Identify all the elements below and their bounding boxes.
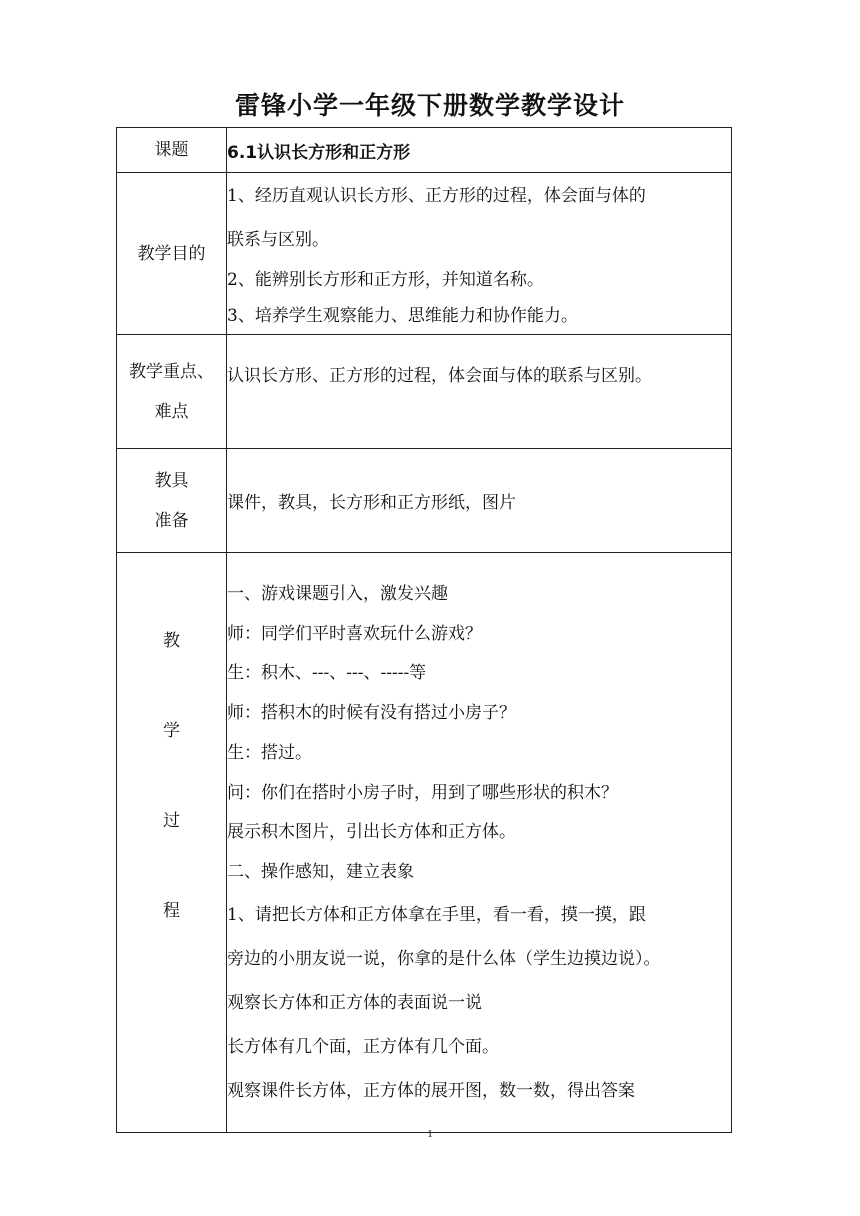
tools-label <box>117 449 227 553</box>
process-line: 1、请把长方体和正方体拿在手里，看一看，摸一摸，跟 <box>227 904 646 925</box>
tools-value: 课件，教具，长方形和正方形纸，图片 <box>227 449 732 553</box>
keypoints-value: 认识长方形、正方形的过程，体会面与体的联系与区别。 <box>227 335 732 449</box>
process-line: 观察课件长方体，正方体的展开图，数一数，得出答案 <box>227 1080 635 1101</box>
objective-line: 1、经历直观认识长方形、正方形的过程，体会面与体的 <box>227 185 646 206</box>
process-line: 长方体有几个面，正方体有几个面。 <box>227 1036 499 1057</box>
process-label-char: 程 <box>163 901 180 921</box>
topic-row <box>117 128 732 173</box>
tools-label-line: 教具 <box>154 470 189 491</box>
process-line: 旁边的小朋友说一说，你拿的是什么体（学生边摸边说）。 <box>227 948 661 969</box>
objective-line: 联系与区别。 <box>227 229 329 250</box>
process-label-char: 过 <box>163 811 180 831</box>
process-row <box>117 553 732 1133</box>
document-title: 雷锋小学一年级下册数学教学设计 <box>234 91 625 120</box>
process-line: 观察长方体和正方体的表面说一说 <box>227 992 482 1013</box>
lesson-plan-table <box>116 127 732 1133</box>
keypoints-label-line: 教学重点、 <box>129 361 214 382</box>
topic-value: 6.1认识长方形和正方形 <box>227 128 732 173</box>
process-line: 师：同学们平时喜欢玩什么游戏？ <box>227 623 482 644</box>
objective-line: 3、培养学生观察能力、思维能力和协作能力。 <box>227 305 578 326</box>
process-label-char: 教 <box>163 631 180 651</box>
objectives-row <box>117 173 732 335</box>
keypoints-row <box>117 335 732 449</box>
tools-label-line: 准备 <box>154 510 189 531</box>
keypoints-label <box>117 335 227 449</box>
process-line: 二、操作感知，建立表象 <box>227 861 414 882</box>
objectives-cell <box>227 173 732 335</box>
process-label <box>117 553 227 1133</box>
topic-label: 课题 <box>117 128 227 173</box>
page-number: 1 <box>427 1128 433 1140</box>
process-label-char: 学 <box>163 721 180 741</box>
process-line: 展示积木图片，引出长方体和正方体。 <box>227 822 516 843</box>
process-line: 生：积木、---、---、-----等 <box>227 663 427 684</box>
objective-line: 2、能辨别长方形和正方形，并知道名称。 <box>227 269 544 290</box>
process-content <box>227 553 732 1133</box>
process-line: 问：你们在搭时小房子时，用到了哪些形状的积木？ <box>227 782 618 803</box>
keypoints-label-line: 难点 <box>154 401 189 422</box>
process-line: 师：搭积木的时候有没有搭过小房子？ <box>227 703 516 724</box>
process-line: 生：搭过。 <box>227 742 312 763</box>
objectives-label: 教学目的 <box>117 173 227 335</box>
process-line: 一、游戏课题引入，激发兴趣 <box>227 584 448 604</box>
tools-row <box>117 449 732 553</box>
